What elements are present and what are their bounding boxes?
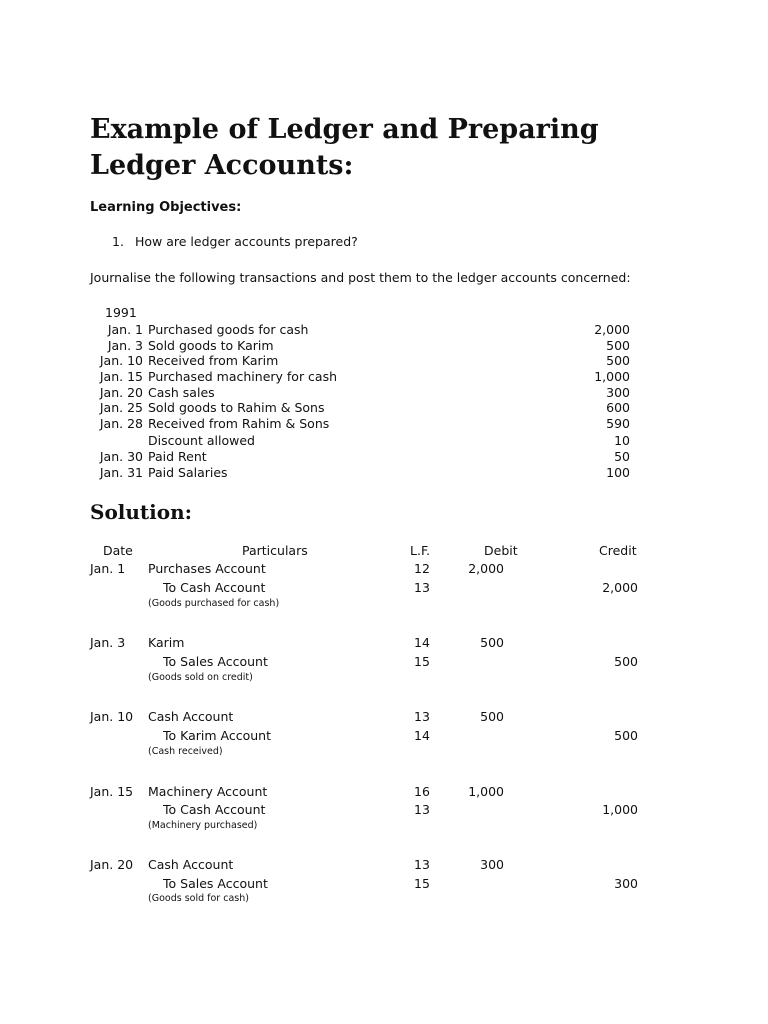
- transaction-amount: 590: [606, 416, 630, 431]
- credit-lf: 14: [414, 728, 430, 743]
- debit-amount: 500: [480, 709, 504, 724]
- debit-lf: 12: [414, 561, 430, 576]
- transaction-amount: 600: [606, 400, 630, 415]
- credit-lf: 13: [414, 580, 430, 595]
- entry-narration: (Cash received): [148, 746, 223, 757]
- entry-date: Jan. 15: [90, 784, 134, 799]
- credit-line: [90, 802, 650, 820]
- transaction-amount: 100: [606, 465, 630, 480]
- transaction-row: [90, 353, 650, 369]
- column-header-credit: Credit: [599, 543, 637, 558]
- credit-account: To Sales Account: [163, 654, 268, 669]
- debit-amount: 1,000: [468, 784, 504, 799]
- entry-narration: (Goods sold for cash): [148, 893, 249, 904]
- debit-amount: 500: [480, 635, 504, 650]
- credit-line: [90, 580, 650, 598]
- credit-account: To Karim Account: [163, 728, 272, 743]
- transaction-particulars: Cash sales: [148, 385, 215, 400]
- transaction-row: [90, 385, 650, 401]
- column-header-lf: L.F.: [410, 543, 431, 558]
- transaction-particulars: Received from Karim: [148, 353, 279, 368]
- debit-account: Karim: [148, 635, 185, 650]
- journal-entry: [90, 784, 650, 844]
- journal-entry: [90, 857, 650, 917]
- debit-amount: 2,000: [468, 561, 504, 576]
- credit-amount: 500: [614, 654, 638, 669]
- transaction-row: [90, 322, 650, 338]
- credit-account: To Sales Account: [163, 876, 268, 891]
- debit-amount: 300: [480, 857, 504, 872]
- transaction-row: [90, 465, 650, 481]
- solution-heading: Solution:: [90, 500, 193, 524]
- entry-narration: (Goods sold on credit): [148, 672, 253, 683]
- entry-date: Jan. 3: [90, 635, 126, 650]
- credit-line: [90, 876, 650, 894]
- transactions-year: 1991: [105, 305, 137, 320]
- credit-amount: 1,000: [602, 802, 638, 817]
- credit-account: To Cash Account: [163, 580, 266, 595]
- credit-lf: 13: [414, 802, 430, 817]
- objective-number: 1.: [112, 234, 124, 249]
- transaction-date: Jan. 25: [99, 400, 143, 415]
- entry-date: Jan. 20: [90, 857, 134, 872]
- transaction-date: Jan. 1: [107, 322, 143, 337]
- credit-amount: 500: [614, 728, 638, 743]
- debit-lf: 13: [414, 857, 430, 872]
- transaction-particulars: Sold goods to Karim: [148, 338, 274, 353]
- transaction-date: Jan. 31: [99, 465, 143, 480]
- transaction-particulars: Purchased goods for cash: [148, 322, 309, 337]
- debit-lf: 16: [414, 784, 430, 799]
- entry-narration: (Goods purchased for cash): [148, 598, 280, 609]
- debit-line: [90, 635, 650, 653]
- objective-text: How are ledger accounts prepared?: [135, 234, 358, 249]
- credit-lf: 15: [414, 876, 430, 891]
- transaction-row: [90, 338, 650, 354]
- objectives-list: [90, 234, 358, 249]
- journal-entry: [90, 709, 650, 769]
- transaction-date: Jan. 28: [99, 416, 143, 431]
- transaction-date: Jan. 3: [107, 338, 143, 353]
- column-header-particulars: Particulars: [242, 543, 308, 558]
- debit-line: [90, 561, 650, 579]
- debit-account: Machinery Account: [148, 784, 268, 799]
- page-title: Example of Ledger and Preparing Ledger Accounts:: [90, 114, 599, 181]
- transaction-particulars: Purchased machinery for cash: [148, 369, 338, 384]
- debit-lf: 13: [414, 709, 430, 724]
- column-header-date: Date: [103, 543, 133, 558]
- transaction-particulars: Sold goods to Rahim & Sons: [148, 400, 325, 415]
- credit-line: [90, 728, 650, 746]
- column-header-debit: Debit: [484, 543, 518, 558]
- entry-narration: (Machinery purchased): [148, 820, 258, 831]
- transaction-particulars: Paid Rent: [148, 449, 207, 464]
- intro-text: Journalise the following transactions and post them to the ledger accounts concerned:: [90, 270, 631, 285]
- objective-item: [90, 234, 358, 249]
- transaction-row: [90, 433, 650, 449]
- transaction-amount: 500: [606, 338, 630, 353]
- credit-line: [90, 654, 650, 672]
- debit-line: [90, 784, 650, 802]
- transaction-particulars: Received from Rahim & Sons: [148, 416, 330, 431]
- entry-date: Jan. 10: [90, 709, 134, 724]
- transaction-row: [90, 400, 650, 416]
- transaction-amount: 50: [614, 449, 630, 464]
- journal-entry: [90, 635, 650, 695]
- debit-account: Purchases Account: [148, 561, 266, 576]
- transaction-row: [90, 369, 650, 385]
- transaction-amount: 10: [614, 433, 630, 448]
- debit-lf: 14: [414, 635, 430, 650]
- transaction-amount: 500: [606, 353, 630, 368]
- transaction-row: [90, 416, 650, 432]
- transaction-date: Jan. 30: [99, 449, 143, 464]
- transaction-amount: 1,000: [594, 369, 630, 384]
- credit-amount: 2,000: [602, 580, 638, 595]
- transaction-particulars: Paid Salaries: [148, 465, 228, 480]
- learning-objectives-heading: Learning Objectives:: [90, 200, 242, 215]
- transaction-date: Jan. 10: [99, 353, 143, 368]
- credit-amount: 300: [614, 876, 638, 891]
- transaction-row: [90, 449, 650, 465]
- debit-account: Cash Account: [148, 709, 234, 724]
- transaction-amount: 300: [606, 385, 630, 400]
- debit-line: [90, 857, 650, 875]
- debit-account: Cash Account: [148, 857, 234, 872]
- credit-account: To Cash Account: [163, 802, 266, 817]
- journal-entry: [90, 561, 650, 621]
- transaction-date: Jan. 15: [99, 369, 143, 384]
- credit-lf: 15: [414, 654, 430, 669]
- transaction-date: Jan. 20: [99, 385, 143, 400]
- entry-date: Jan. 1: [90, 561, 126, 576]
- transaction-amount: 2,000: [594, 322, 630, 337]
- transaction-particulars: Discount allowed: [148, 433, 255, 448]
- debit-line: [90, 709, 650, 727]
